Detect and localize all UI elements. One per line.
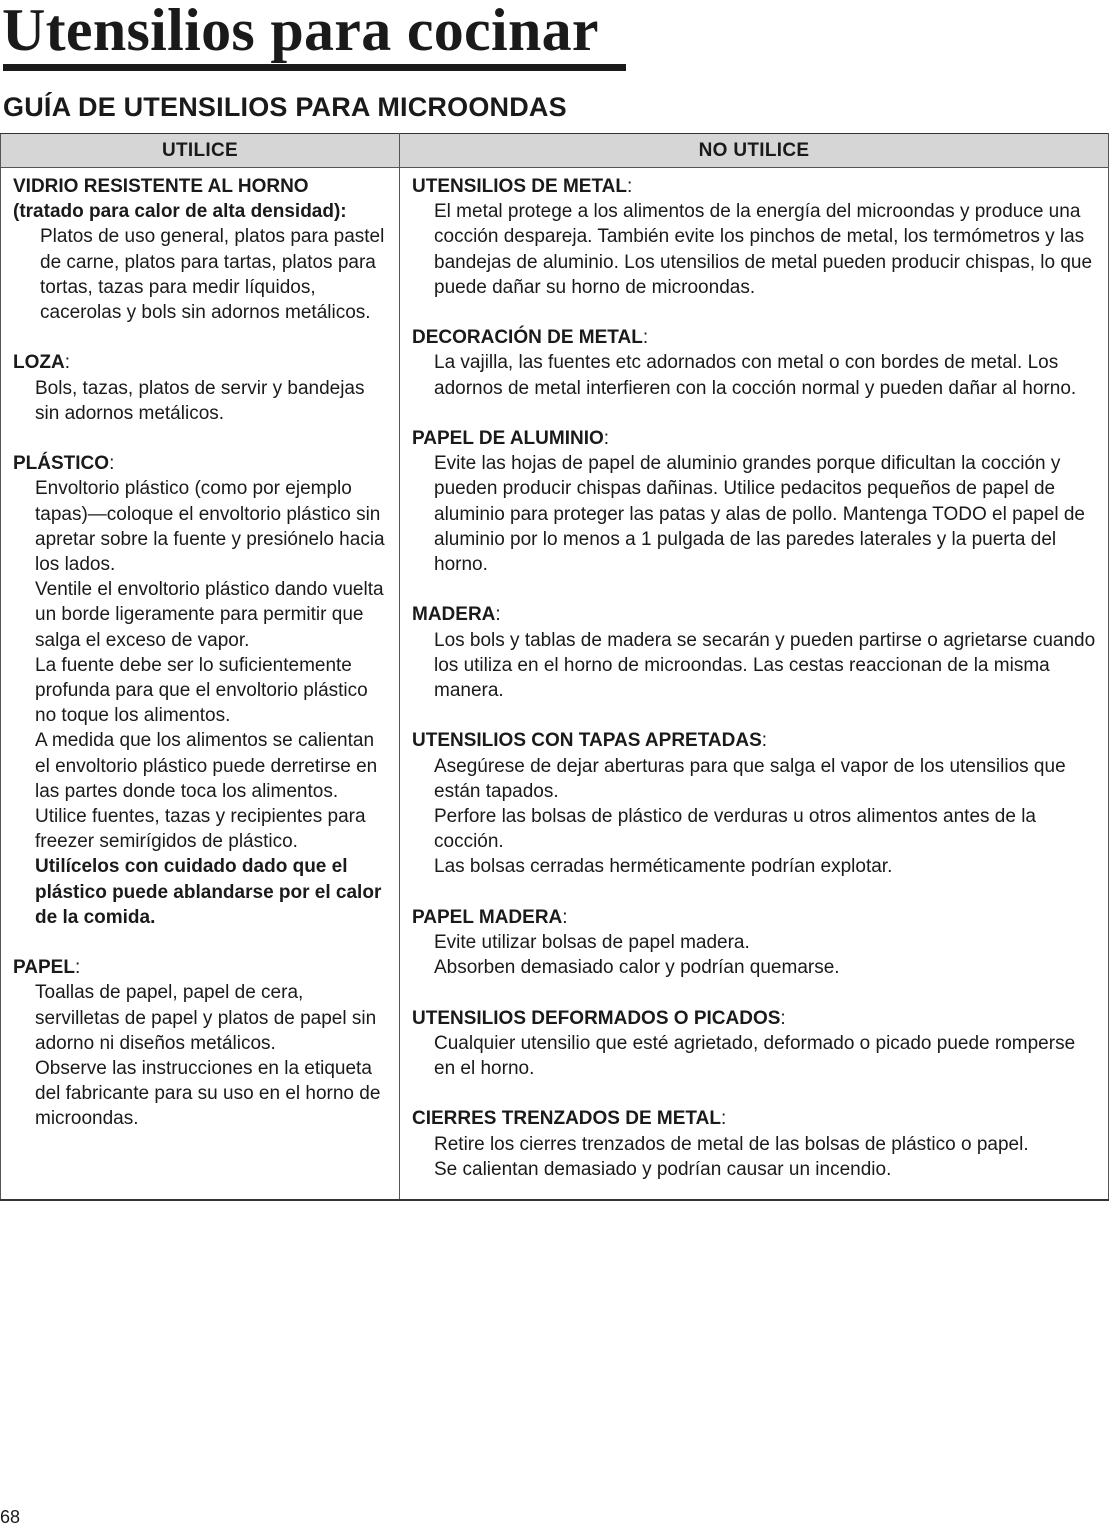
use-item-text: Utilice fuentes, tazas y recipientes para freezer semirígidos de plástico. [35,806,366,853]
use-item-glass [13,174,387,325]
dont-item-text: Evite las hojas de papel de aluminio grandes porque dificultan la cocción y pueden producir chispas dañinas. Utilice pedacitos pequeños de papel de aluminio para proteger las patas y alas de pollo. Mantenga TODO el papel de aluminio por lo menos a 1 pulgada de las paredes laterales y la puerta del horno. [434,453,1085,576]
table-body-row [1,168,1109,1201]
dont-item-metal-decoration: DECORACIÓN DE METAL: La vajilla, las fuentes etc adornados con metal o con bordes de metal. Los adornos de metal interfieren con la cocción normal y pueden dañar al horno. [412,325,1096,401]
use-item-label: LOZA [13,352,65,374]
dont-item-text: Retire los cierres trenzados de metal de las bolsas de plástico o papel. [434,1133,1029,1155]
use-item-text: Observe las instrucciones en la etiqueta del fabricante para su uso en el horno de microondas. [35,1058,381,1130]
dont-item-text: Los bols y tablas de madera se secarán y pueden partirse o agrietarse cuando los utiliza en el horno de microondas. Las cestas reaccionan de la misma manera. [434,629,1096,702]
dont-item-label: UTENSILIOS CON TAPAS APRETADAS [412,730,762,752]
dont-use-column [400,168,1109,1201]
col-header-dont-use: NO UTILICE [400,134,1109,168]
use-item-paper: PAPEL: Toallas de papel, papel de cera, servilletas de papel y platos de papel sin adorno ni diseños metálicos. Observe las instrucciones en la etiqueta del fabricante para su uso en el horno de microondas. [13,955,387,1131]
dont-item-tight-lids: UTENSILIOS CON TAPAS APRETADAS: Asegúrese de dejar aberturas para que salga el vapor de los utensilios que están tapados. Perfore las bolsas de plástico de verduras u otros alimentos antes de la cocción. Las bolsas cerradas herméticamente podrían explotar. [412,728,1096,879]
dont-item-damaged-utensils: UTENSILIOS DEFORMADOS O PICADOS: Cualquier utensilio que esté agrietado, deformado o picado puede romperse en el horno. [412,1006,1096,1082]
dont-item-label: DECORACIÓN DE METAL [412,327,643,349]
dont-item-text: Cualquier utensilio que esté agrietado, deformado o picado puede romperse en el horno. [434,1032,1076,1080]
dont-item-text: La vajilla, las fuentes etc adornados con metal o con bordes de metal. Los adornos de metal interfieren con la cocción normal y pueden dañar al horno. [434,352,1077,399]
use-item-text: A medida que los alimentos se calientan el envoltorio plástico puede derretirse en las partes donde toca los alimentos. [35,730,378,802]
page-number: 68 [0,1507,21,1527]
use-item-warning: Utilícelos con cuidado dado que el plástico puede ablandarse por el calor de la comida. [35,856,382,928]
use-item-text: Bols, tazas, platos de servir y bandejas sin adornos metálicos. [35,377,365,424]
use-item-label: PLÁSTICO [13,453,110,475]
use-item-stoneware: LOZA: Bols, tazas, platos de servir y bandejas sin adornos metálicos. [13,350,387,426]
use-item-text: Ventile el envoltorio plástico dando vuelta un borde ligeramente para permitir que salga el exceso de vapor. [35,579,384,651]
use-column [1,168,400,1201]
dont-item-text: Perfore las bolsas de plástico de verduras u otros alimentos antes de la cocción. [434,806,1036,853]
use-item-label: VIDRIO RESISTENTE AL HORNO [13,176,309,197]
dont-item-text: Se calientan demasiado y podrían causar un incendio. [434,1158,892,1180]
guide-heading: GUÍA DE UTENSILIOS PARA MICROONDAS [3,92,567,122]
dont-item-label: PAPEL MADERA [412,906,563,928]
use-item-text: La fuente debe ser lo suficientemente profunda para que el envoltorio plástico no toque los alimentos. [35,654,368,727]
table-header-row [1,134,1109,168]
dont-item-brown-paper: PAPEL MADERA: Evite utilizar bolsas de papel madera. Absorben demasiado calor y podrían quemarse. [412,905,1096,981]
utensil-guide-table [0,133,1109,1201]
use-item-text: Platos de uso general, platos para pastel de carne, platos para tartas, platos para tortas, tazas para medir líquidos, cacerolas y bols sin adornos metálicos. [40,226,385,324]
dont-item-text: Asegúrese de dejar aberturas para que salga el vapor de los utensilios que están tapados. [434,755,1066,802]
title-rule [3,64,626,71]
use-item-sublabel: (tratado para calor de alta densidad): [13,201,347,223]
dont-item-text: Absorben demasiado calor y podrían quemarse. [434,957,840,979]
col-header-use: UTILICE [1,134,400,168]
dont-item-label: MADERA [412,604,496,626]
dont-item-label: CIERRES TRENZADOS DE METAL [412,1108,721,1130]
use-item-text: Envoltorio plástico (como por ejemplo tapas)—coloque el envoltorio plástico sin apretar sobre la fuente y presiónelo hacia los lados. [35,478,385,576]
use-item-label: PAPEL [13,957,75,979]
dont-item-text: Evite utilizar bolsas de papel madera. [434,932,750,954]
dont-item-text: Las bolsas cerradas herméticamente podrían explotar. [434,856,893,878]
dont-item-metal-twist-ties: CIERRES TRENZADOS DE METAL: Retire los cierres trenzados de metal de las bolsas de plástico o papel. Se calientan demasiado y podrían causar un incendio. [412,1106,1096,1182]
dont-item-metal-utensils: UTENSILIOS DE METAL: El metal protege a los alimentos de la energía del microondas y produce una cocción despareja. También evite los pinchos de metal, los termómetros y las bandejas de aluminio. Los utensilios de metal pueden producir chispas, lo que puede dañar su horno de microondas. [412,174,1096,300]
dont-item-label: UTENSILIOS DEFORMADOS O PICADOS [412,1007,781,1029]
dont-item-text: El metal protege a los alimentos de la energía del microondas y produce una cocción despareja. También evite los pinchos de metal, los termómetros y las bandejas de aluminio. Los utensilios de metal pueden producir chispas, lo que puede dañar su horno de microondas. [434,201,1093,298]
dont-item-label: PAPEL DE ALUMINIO [412,428,604,449]
dont-item-label: UTENSILIOS DE METAL [412,176,627,197]
page-title: Utensilios para cocinar [2,0,599,63]
dont-item-wood: MADERA: Los bols y tablas de madera se secarán y pueden partirse o agrietarse cuando los utiliza en el horno de microondas. Las cestas reaccionan de la misma manera. [412,602,1096,703]
dont-item-aluminum-foil: PAPEL DE ALUMINIO: Evite las hojas de papel de aluminio grandes porque dificultan la cocción y pueden producir chispas dañinas. Utilice pedacitos pequeños de papel de aluminio para proteger las patas y alas de pollo. Mantenga TODO el papel de aluminio por lo menos a 1 pulgada de las paredes laterales y la puerta del horno. [412,426,1096,577]
use-item-text: Toallas de papel, papel de cera, servilletas de papel y platos de papel sin adorno ni diseños metálicos. [35,982,377,1054]
use-item-plastic: PLÁSTICO: Envoltorio plástico (como por ejemplo tapas)—coloque el envoltorio plástico sin apretar sobre la fuente y presiónelo hacia los lados. Ventile el envoltorio plástico dando vuelta un borde ligeramente para permitir que salga el exceso de vapor. La fuente debe ser lo suficientemente profunda para que el envoltorio plástico no toque los alimentos. A medida que los alimentos se calientan el envoltorio plástico puede derretirse en las partes donde toca los alimentos. Utilice fuentes, tazas y recipientes para freezer semirígidos de plástico. Utilícelos con cuidado dado que el plástico puede ablandarse por el calor de la comida. [13,451,387,930]
